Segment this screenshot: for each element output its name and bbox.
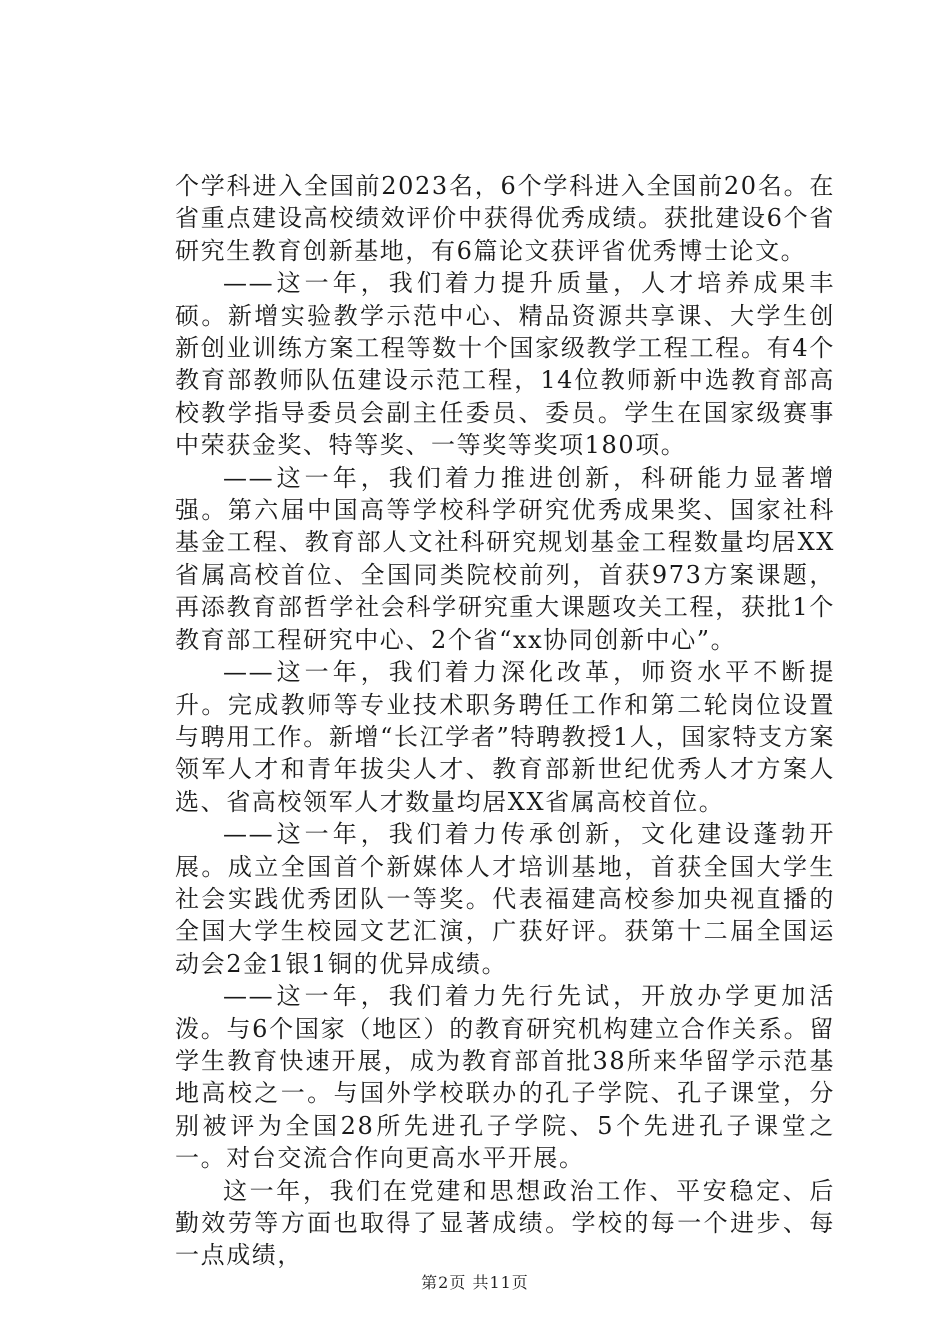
paragraph-open-education: ——这一年，我们着力先行先试，开放办学更加活泼。与6个国家（地区）的教育研究机构建立合作关系。留学生教育快速开展，成为教育部首批38所来华留学示范基地高校之一。与国外学校联办的孔子学院、孔子课堂，分别被评为全国28所先进孔子学院、5个先进孔子课堂之一。对台交流合作向更高水平开展。	[175, 982, 835, 1173]
paragraph-faculty-reform: ——这一年，我们着力深化改革，师资水平不断提升。完成教师等专业技术职务聘任工作和第二轮岗位设置与聘用工作。新增“长江学者”特聘教授1人，国家特支方案领军人才和青年拔尖人才、教育部新世纪优秀人才方案人选、省高校领军人才数量均居XX省属高校首位。	[175, 658, 835, 816]
document-body	[175, 170, 835, 1272]
paragraph-talent-training: ——这一年，我们着力提升质量，人才培养成果丰硕。新增实验教学示范中心、精品资源共享课、大学生创新创业训练方案工程等数十个国家级教学工程工程。有4个教育部教师队伍建设示范工程，14位教师新中选教育部高校教学指导委员会副主任委员、委员。学生在国家级赛事中荣获金奖、特等奖、一等奖等奖项180项。	[175, 269, 835, 460]
paragraph-party-building: 这一年，我们在党建和思想政治工作、平安稳定、后勤效劳等方面也取得了显著成绩。学校的每一个进步、每一点成绩，	[175, 1176, 835, 1270]
page-footer	[0, 1270, 950, 1293]
paragraph-culture-building: ——这一年，我们着力传承创新，文化建设蓬勃开展。成立全国首个新媒体人才培训基地，首获全国大学生社会实践优秀团队一等奖。代表福建高校参加央视直播的全国大学生校园文艺汇演，广获好评。获第十二届全国运动会2金1银1铜的优异成绩。	[175, 820, 835, 978]
paragraph-research-innovation: ——这一年，我们着力推进创新，科研能力显著增强。第六届中国高等学校科学研究优秀成果奖、国家社科基金工程、教育部人文社科研究规划基金工程数量均居XX省属高校首位、全国同类院校前列，首获973方案课题，再添教育部哲学社会科学研究重大课题攻关工程，获批1个教育部工程研究中心、2个省“xx协同创新中心”。	[175, 463, 835, 654]
paragraph-continuation: 个学科进入全国前2023名，6个学科进入全国前20名。在省重点建设高校绩效评价中获得优秀成绩。获批建设6个省研究生教育创新基地，有6篇论文获评省优秀博士论文。	[175, 172, 835, 265]
page-number: 第2页 共11页	[421, 1273, 529, 1292]
